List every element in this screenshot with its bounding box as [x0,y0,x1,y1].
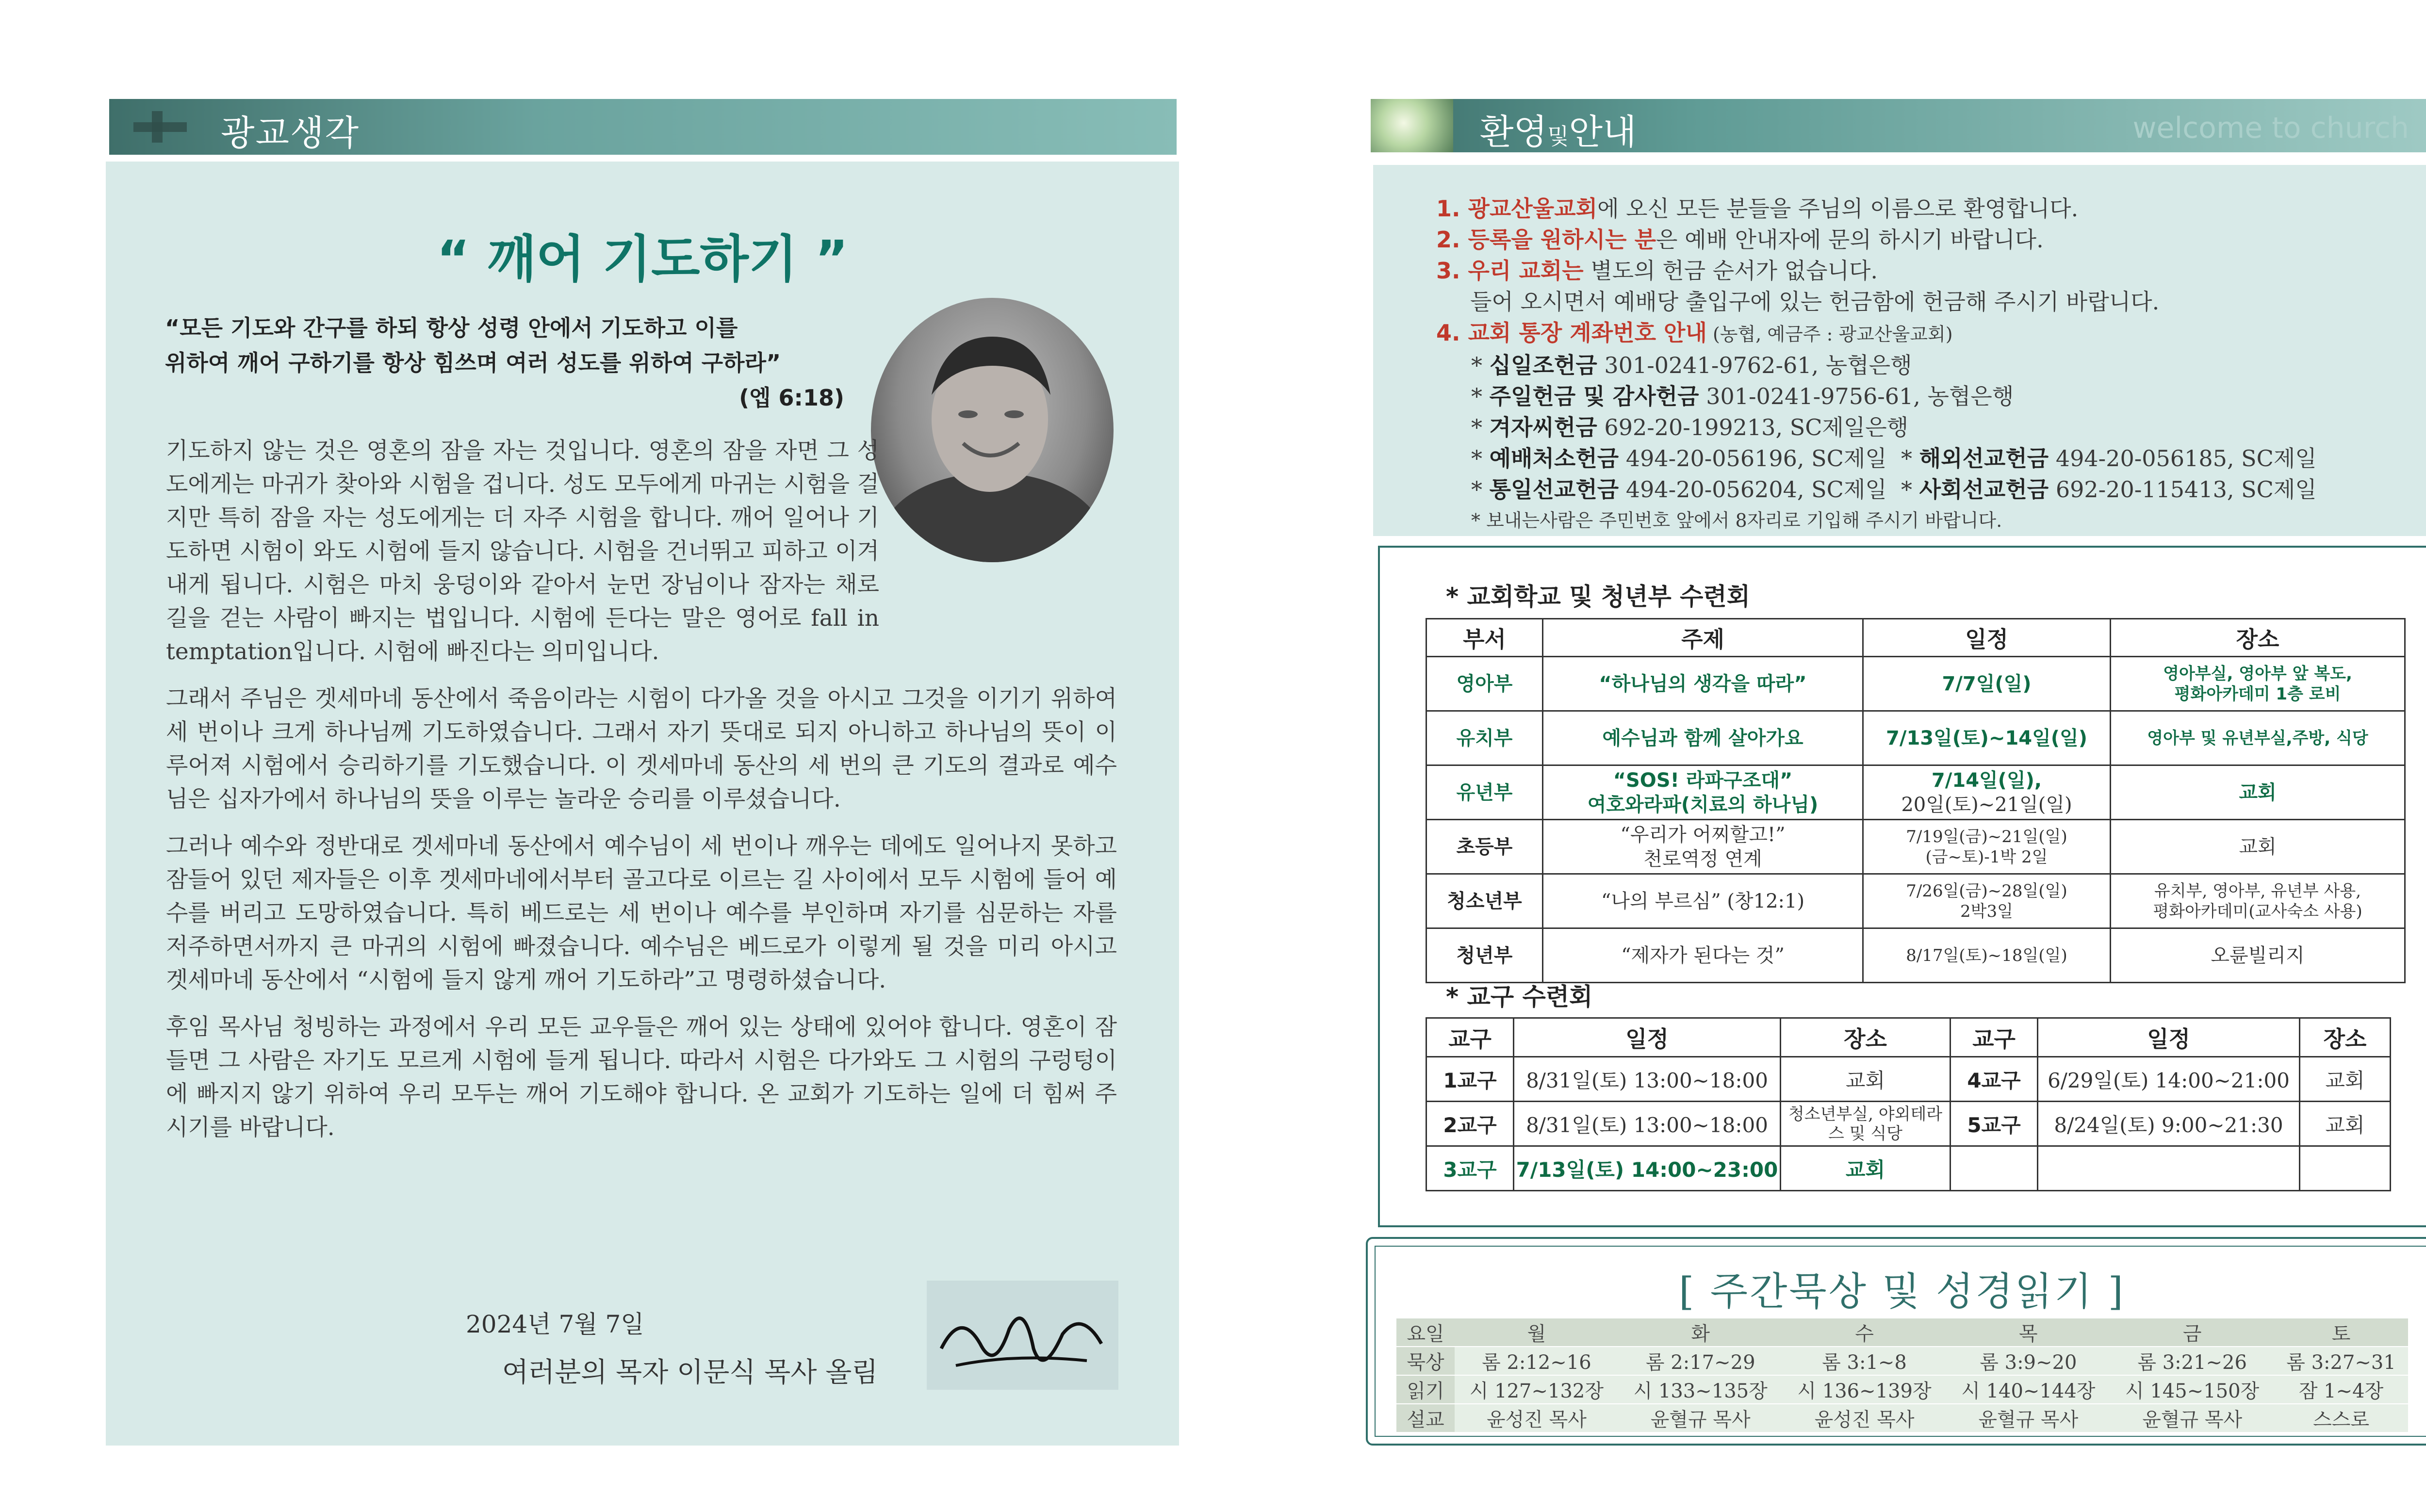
reading-cell: 스스로 [2274,1404,2408,1432]
banner-title-start: 환영 [1480,112,1548,152]
place-cell: 교회 [1781,1146,1951,1191]
info-text: 은 예배 안내자에 문의 하시기 바랍니다. [1656,227,2044,253]
place-line: 평화아카데미 1층 로비 [2174,684,2341,704]
camp-table [1426,618,2406,983]
reading-cell: 시 145~150장 [2110,1375,2274,1404]
account-name: 겨자씨헌금 [1489,414,1597,440]
account-detail: 301-0241-9756-61, 농협은행 [1699,383,2014,409]
reading-cell: 롬 3:27~31 [2274,1347,2408,1375]
info-list [1436,193,2416,536]
theme-cell: “나의 부르심” (창12:1) [1543,874,1863,928]
info-highlight: 3. 우리 교회는 [1436,258,1584,284]
theme-line: “SOS! 라파구조대” [1613,769,1793,792]
reading-cell: 윤혈규 목사 [2110,1404,2274,1432]
place-line: 영아부실, 영아부 앞 복도, [2163,664,2352,683]
reading-cell: 금 [2110,1318,2274,1347]
cross-icon [129,109,192,145]
theme-cell: 예수님과 함께 살아가요 [1543,711,1863,765]
column-header: 교구 [1951,1018,2038,1057]
welcome-text: welcome to church [2132,111,2409,145]
account-row: * 겨자씨헌금 692-20-199213, SC제일은행 [1471,414,1909,440]
theme-cell: “제자가 된다는 것” [1543,928,1863,983]
place-cell [2111,874,2405,928]
theme-cell: “하나님의 생각을 따라” [1543,657,1863,711]
district-heading: * 교구 수련회 [1446,983,1593,1011]
account-name: 십일조헌금 [1489,352,1597,378]
dept-cell: 유치부 [1426,711,1543,765]
table-row [1426,1102,2391,1146]
table-row [1426,1057,2391,1102]
info-item-2 [1436,224,2416,255]
table-row [1426,711,2405,765]
column-header: 일정 [1514,1018,1781,1057]
banner-title-end: 안내 [1569,112,1637,152]
place-cell: 교회 [2111,820,2405,874]
reading-cell: 윤성진 목사 [1455,1404,1619,1432]
sermon-body [166,434,1117,1158]
reading-cell: 설교 [1396,1404,1455,1432]
theme-line: “우리가 어찌할고!” [1620,823,1786,846]
table-row [1426,1146,2391,1191]
place-cell [2300,1146,2391,1191]
table-row [1396,1404,2408,1432]
reading-table [1396,1318,2408,1433]
account-name: 사회선교헌금 [1919,476,2049,503]
reading-cell: 롬 3:9~20 [1946,1347,2110,1375]
info-text: 에 오신 모든 분들을 주님의 이름으로 환영합니다. [1597,195,2079,222]
date-cell [1863,765,2111,820]
reading-cell: 시 133~135장 [1619,1375,1783,1404]
account-detail: 692-20-199213, SC제일은행 [1597,414,1909,440]
reading-cell: 요일 [1396,1318,1455,1347]
reading-cell: 잠 1~4장 [2274,1375,2408,1404]
reading-cell: 윤혈규 목사 [1946,1404,2110,1432]
theme-cell [1543,765,1863,820]
place-line: 유치부, 영아부, 유년부 사용, [2154,881,2361,901]
right-banner-title [1480,104,1637,154]
date-line: 7/19일(금)~21일(일) [1906,827,2067,846]
reading-cell: 시 140~144장 [1946,1375,2110,1404]
district-cell: 2교구 [1426,1102,1514,1146]
camp-heading: * 교회학교 및 청년부 수련회 [1446,583,1751,611]
reading-cell: 묵상 [1396,1347,1455,1375]
account-row: * 통일선교헌금 494-20-056204, SC제일 * 사회선교헌금 692-20-115413, SC제일 [1471,476,2317,503]
info-text: (농협, 예금주 : 광교산울교회) [1706,324,1953,345]
date-line: 7/26일(금)~28일(일) [1906,881,2067,901]
reading-cell: 수 [1783,1318,1947,1347]
info-highlight: 1. 광교산울교회 [1436,195,1598,222]
reading-cell: 롬 3:1~8 [1783,1347,1947,1375]
date-line: 20일(토)~21일(일) [1901,793,2072,816]
table-row [1426,820,2405,874]
right-section-banner [1371,99,2426,152]
schedule-cell: 8/24일(토) 9:00~21:30 [2038,1102,2300,1146]
district-cell [1951,1146,2038,1191]
dept-cell: 유년부 [1426,765,1543,820]
place-cell [2111,657,2405,711]
place-cell: 오륜빌리지 [2111,928,2405,983]
table-row [1426,928,2405,983]
table-header-row [1396,1318,2408,1347]
table-header-row [1426,619,2405,657]
table-row [1396,1347,2408,1375]
sermon-paragraph: 그러나 예수와 정반대로 겟세마네 동산에서 예수님이 세 번이나 깨우는 데에도 일어나지 못하고 잠들어 있던 제자들은 이후 겟세마네에서부터 골고다로 이르는 길 사이에서 모두 시험에 들어 예수를 버리고 도망하였습니다. 특히 베드로는 세 번이나 예수를 부인하며 자기를 심문하는 자를 저주하면서까지 큰 마귀의 시험에 빠졌습니다. 예수님은 베드로가 이렇게 될 것을 미리 아시고 겟세마네 동산에서 “시험에 들지 않게 깨어 기도하라”고 명령하셨습니다. [166,833,1117,993]
signature-image [927,1281,1118,1390]
column-header: 장소 [2300,1018,2391,1057]
date-cell [1863,874,2111,928]
column-header: 주제 [1543,619,1863,657]
sermon-paragraph: 후임 목사님 청빙하는 과정에서 우리 모든 교우들은 깨어 있는 상태에 있어야 합니다. 영혼이 잠들면 그 사람은 자기도 모르게 시험에 들게 됩니다. 따라서 시험은 다가와도 그 시험의 구렁텅이에 빠지지 않기 위하여 우리 모두는 깨어 기도해야 합니다. 온 교회가 기도하는 일에 더 힘써 주시기를 바랍니다. [166,1014,1117,1141]
theme-line: 여호와라파(치료의 하나님) [1587,793,1819,816]
reading-cell: 읽기 [1396,1375,1455,1404]
scripture-verse [165,310,883,415]
reading-cell: 토 [2274,1318,2408,1347]
reading-cell: 월 [1455,1318,1619,1347]
info-highlight: 4. 교회 통장 계좌번호 안내 [1436,320,1707,346]
letter-date: 2024년 7월 7일 [466,1310,644,1338]
table-header-row [1426,1018,2391,1057]
reading-cell: 시 136~139장 [1783,1375,1947,1404]
account-row: * 예배처소헌금 494-20-056196, SC제일 * 해외선교헌금 494-20-056185, SC제일 [1471,445,2317,471]
district-table [1426,1017,2391,1191]
account-detail: 494-20-056185, SC제일 [2049,445,2317,471]
column-header: 교구 [1426,1018,1514,1057]
info-item-4 [1436,317,2416,350]
date-line: 2박3일 [1960,901,2013,921]
column-header: 일정 [2038,1018,2300,1057]
district-cell: 1교구 [1426,1057,1514,1102]
theme-cell [1543,820,1863,874]
account-name: 주일헌금 및 감사헌금 [1489,383,1699,409]
dept-cell: 영아부 [1426,657,1543,711]
account-detail: 494-20-056196, SC제일 [1619,445,1887,471]
info-item-1 [1436,193,2416,224]
place-cell: 교회 [2300,1102,2391,1146]
account-note: * 보내는사람은 주민번호 앞에서 8자리로 기입해 주시기 바랍니다. [1471,510,2002,531]
info-item-3 [1436,255,2416,286]
place-cell: 교회 [2111,765,2405,820]
table-row [1426,765,2405,820]
account-row: * 주일헌금 및 감사헌금 301-0241-9756-61, 농협은행 [1471,383,2014,409]
place-cell: 청소년부실, 야외테라스 및 식당 [1781,1102,1951,1146]
account-row: * 십일조헌금 301-0241-9762-61, 농협은행 [1471,352,1912,378]
column-header: 일정 [1863,619,2111,657]
date-line: (금~토)-1박 2일 [1925,847,2048,867]
table-row [1426,874,2405,928]
reading-cell: 목 [1946,1318,2110,1347]
date-line: 7/14일(일), [1931,769,2042,792]
reading-cell: 롬 2:17~29 [1619,1347,1783,1375]
verse-line: 위하여 깨어 구하기를 항상 힘쓰며 여러 성도를 위하여 구하라” [165,350,781,376]
reading-cell: 시 127~132장 [1455,1375,1619,1404]
left-section-banner [109,99,1177,155]
sermon-title: “ 깨어 기도하기 ” [436,229,849,289]
info-item-3-sub: 들어 오시면서 예배당 출입구에 있는 헌금함에 헌금해 주시기 바랍니다. [1470,289,2160,315]
info-highlight: 2. 등록을 원하시는 분 [1436,227,1656,253]
letter-signoff: 여러분의 목자 이문식 목사 올림 [502,1357,878,1388]
flower-icon [1371,99,1453,152]
date-cell: 8/17일(토)~18일(일) [1863,928,2111,983]
schedule-cell: 7/13일(토) 14:00~23:00 [1514,1146,1781,1191]
district-cell: 5교구 [1951,1102,2038,1146]
reading-cell: 화 [1619,1318,1783,1347]
verse-line: “모든 기도와 간구를 하되 항상 성령 안에서 기도하고 이를 [165,315,738,341]
dept-cell: 초등부 [1426,820,1543,874]
table-row [1426,657,2405,711]
place-line: 평화아카데미(교사숙소 사용) [2153,901,2362,921]
schedule-cell: 8/31일(토) 13:00~18:00 [1514,1102,1781,1146]
reading-cell: 롬 2:12~16 [1455,1347,1619,1375]
place-cell: 영아부 및 유년부실,주방, 식당 [2111,711,2405,765]
banner-title-small: 및 [1547,123,1569,149]
place-cell: 교회 [2300,1057,2391,1102]
column-header: 장소 [2111,619,2405,657]
date-cell: 7/13일(토)~14일(일) [1863,711,2111,765]
reading-cell: 롬 3:21~26 [2110,1347,2274,1375]
place-cell: 교회 [1781,1057,1951,1102]
schedule-cell: 6/29일(토) 14:00~21:00 [2038,1057,2300,1102]
column-header: 부서 [1426,619,1543,657]
reading-cell: 윤성진 목사 [1783,1404,1947,1432]
account-detail: 692-20-115413, SC제일 [2049,476,2317,503]
info-text: 별도의 헌금 순서가 없습니다. [1583,258,1878,284]
dept-cell: 청년부 [1426,928,1543,983]
theme-line: 천로역정 연계 [1643,847,1762,870]
sermon-paragraph: 기도하지 않는 것은 영혼의 잠을 자는 것입니다. 영혼의 잠을 자면 그 성도에게는 마귀가 찾아와 시험을 겁니다. 성도 모두에게 마귀는 시험을 걸지만 특히 잠을 자는 성도에게는 더 자주 시험을 합니다. 깨어 일어나 기도하면 시험이 와도 시험에 들지 않습니다. 시험을 건너뛰고 피하고 이겨내게 됩니다. 시험은 마치 웅덩이와 같아서 눈먼 장님이나 잠자는 채로 길을 걷는 사람이 빠지는 법입니다. 시험에 든다는 말은 영어로 fall in temptation입니다. 시험에 빠진다는 의미입니다. [166,438,879,665]
reading-cell: 윤혈규 목사 [1619,1404,1783,1432]
account-detail: 494-20-056204, SC제일 [1619,476,1887,503]
district-cell: 3교구 [1426,1146,1514,1191]
date-cell: 7/7일(일) [1863,657,2111,711]
left-banner-title: 광교생각 [221,113,360,153]
account-detail: 301-0241-9762-61, 농협은행 [1597,352,1912,378]
account-name: 예배처소헌금 [1489,445,1619,471]
column-header: 장소 [1781,1018,1951,1057]
dept-cell: 청소년부 [1426,874,1543,928]
table-row [1396,1375,2408,1404]
schedule-cell [2038,1146,2300,1191]
reading-title: [ 주간묵상 및 성경읽기 ] [1679,1269,2125,1314]
sermon-paragraph: 그래서 주님은 겟세마네 동산에서 죽음이라는 시험이 다가올 것을 아시고 그것을 이기기 위하여 세 번이나 크게 하나님께 기도하였습니다. 그래서 자기 뜻대로 되지 아니하고 하나님의 뜻이 이루어져 시험에서 승리하기를 기도했습니다. 이 겟세마네 동산의 세 번의 큰 기도의 결과로 예수님은 십자가에서 하나님의 뜻을 이루는 놀라운 승리를 이루셨습니다. [166,685,1117,813]
account-name: 해외선교헌금 [1919,445,2049,471]
schedule-cell: 8/31일(토) 13:00~18:00 [1514,1057,1781,1102]
account-name: 통일선교헌금 [1489,476,1619,503]
verse-reference: (엡 6:18) [739,385,844,411]
date-cell [1863,820,2111,874]
district-cell: 4교구 [1951,1057,2038,1102]
